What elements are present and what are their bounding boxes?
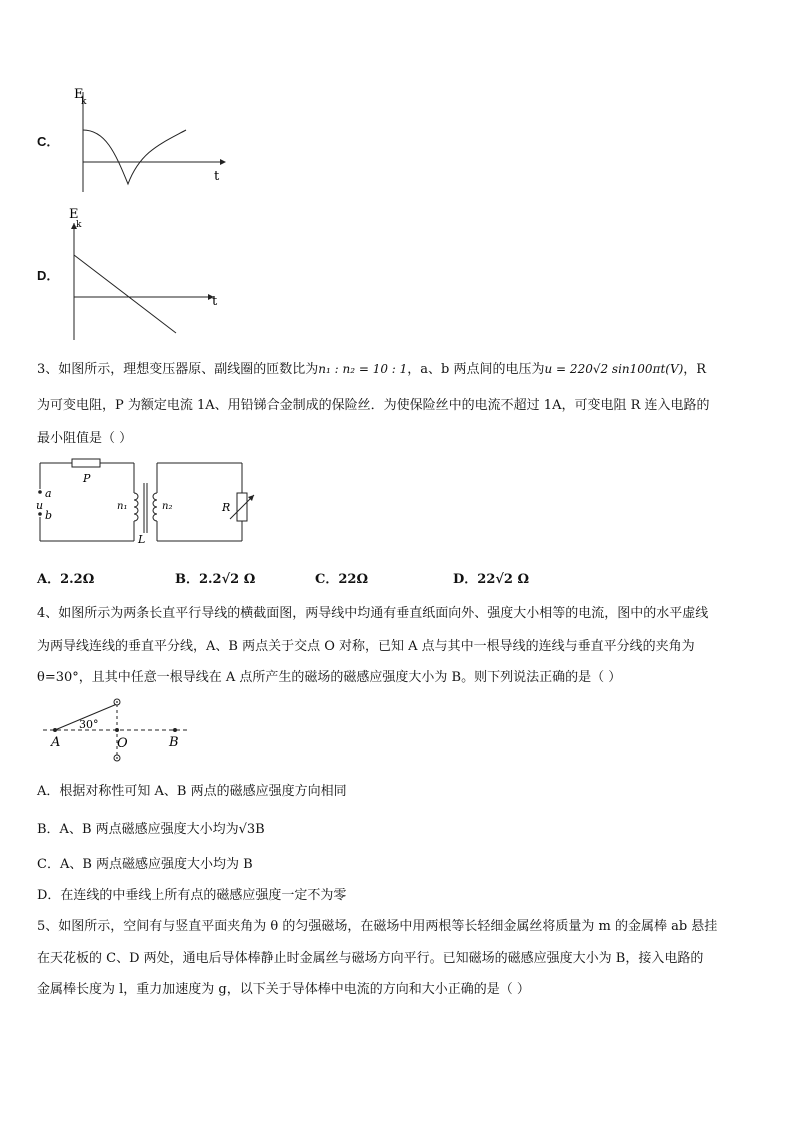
q3-option-a: A．2.2Ω — [37, 572, 95, 587]
circuit-label-r: R — [222, 501, 231, 514]
option-d-label: D． — [37, 268, 60, 283]
primary-coil — [134, 493, 138, 521]
circuit-label-u: u — [36, 499, 44, 512]
q5-line-2: 在天花板的 C、D 两处，通电后导体棒静止时金属丝与磁场方向平行。已知磁场的磁感应强度大小为 B，接入电路的 — [37, 951, 704, 966]
circuit-label-n2: n₂ — [162, 501, 173, 512]
q3-line-1-end: ，R — [683, 362, 707, 377]
q3-line-1 — [37, 358, 706, 377]
point-o — [115, 728, 119, 732]
q4-line-1: 4、如图所示为两条长直平行导线的横截面图，两导线中均通有垂直纸面向外、强度大小相等的电流，图中的水平虚线 — [37, 606, 709, 621]
graph-d-y-sub: k — [76, 220, 82, 230]
q3-option-b: B．2.2√2 Ω — [175, 572, 256, 587]
fuse-p — [72, 459, 100, 467]
q3-option-d: D．22√2 Ω — [453, 572, 530, 587]
secondary-coil — [153, 493, 157, 521]
q3-voltage-formula: u = 220√2 sin100πt(V) — [544, 362, 684, 376]
q3-line-3: 最小阻值是（ ） — [37, 431, 133, 446]
graph-c-y-sub: k — [81, 97, 87, 107]
q3-line-1-text: 3、如图所示，理想变压器原、副线圈的匝数比为 — [37, 362, 319, 377]
point-a — [53, 728, 57, 732]
circuit-label-l: L — [138, 533, 146, 546]
q4-option-b: B．A、B 两点磁感应强度大小均为√3B — [37, 822, 265, 837]
q3-line-1-mid: ，a、b 两点间的电压为 — [407, 362, 545, 377]
terminal-b — [38, 512, 42, 516]
q4-option-c: C．A、B 两点磁感应强度大小均为 B — [37, 857, 253, 872]
lower-wire-dot — [116, 757, 118, 759]
q4-option-d: D．在连线的中垂线上所有点的磁感应强度一定不为零 — [37, 888, 347, 903]
q3-turns-ratio: n₁ : n₂ = 10 : 1 — [318, 362, 408, 376]
q5-line-1: 5、如图所示，空间有与竖直平面夹角为 θ 的匀强磁场，在磁场中用两根等长轻细金属丝将质量为 m 的金属棒 ab 悬挂 — [37, 919, 718, 934]
q4-line-2: 为两导线连线的垂直平分线，A、B 两点关于交点 O 对称，已知 A 点与其中一根导线的连线与垂直平分线的夹角为 — [37, 639, 695, 654]
angle-label: 30° — [79, 718, 99, 731]
graph-c-x-arrow — [220, 159, 226, 165]
graph-c — [60, 82, 230, 192]
graph-d — [60, 205, 230, 345]
q4-wire-diagram — [35, 694, 205, 766]
label-o: O — [117, 736, 128, 751]
label-a: A — [51, 735, 61, 750]
circuit-label-b: b — [45, 509, 53, 522]
option-c-label: C． — [37, 134, 60, 149]
label-b: B — [169, 735, 179, 750]
point-b — [173, 728, 177, 732]
graph-d-line — [74, 255, 176, 333]
terminal-a — [38, 490, 42, 494]
circuit-label-p: P — [83, 472, 91, 485]
q4-line-3: θ=30°，且其中任意一根导线在 A 点所产生的磁场的磁感应强度大小为 B。则下列说法正确的是（ ） — [37, 670, 622, 685]
circuit-label-a: a — [45, 487, 52, 500]
q3-option-c: C．22Ω — [315, 572, 369, 587]
graph-d-x-label: t — [212, 294, 218, 309]
q4-option-a: A．根据对称性可知 A、B 两点的磁感应强度方向相同 — [37, 784, 347, 799]
graph-d-y-label: E — [69, 207, 79, 222]
graph-c-x-label: t — [214, 169, 220, 184]
q5-line-3: 金属棒长度为 l，重力加速度为 g，以下关于导体棒中电流的方向和大小正确的是（ ） — [37, 982, 530, 997]
q3-circuit-diagram — [30, 455, 280, 547]
circuit-label-n1: n₁ — [117, 501, 128, 512]
upper-wire-dot — [116, 701, 118, 703]
graph-c-y-label: E — [74, 87, 84, 102]
q3-line-2: 为可变电阻，P 为额定电流 1A、用铅锑合金制成的保险丝．为使保险丝中的电流不超过 1A，可变电阻 R 连入电路的 — [37, 398, 710, 413]
graph-c-curve — [83, 130, 186, 184]
